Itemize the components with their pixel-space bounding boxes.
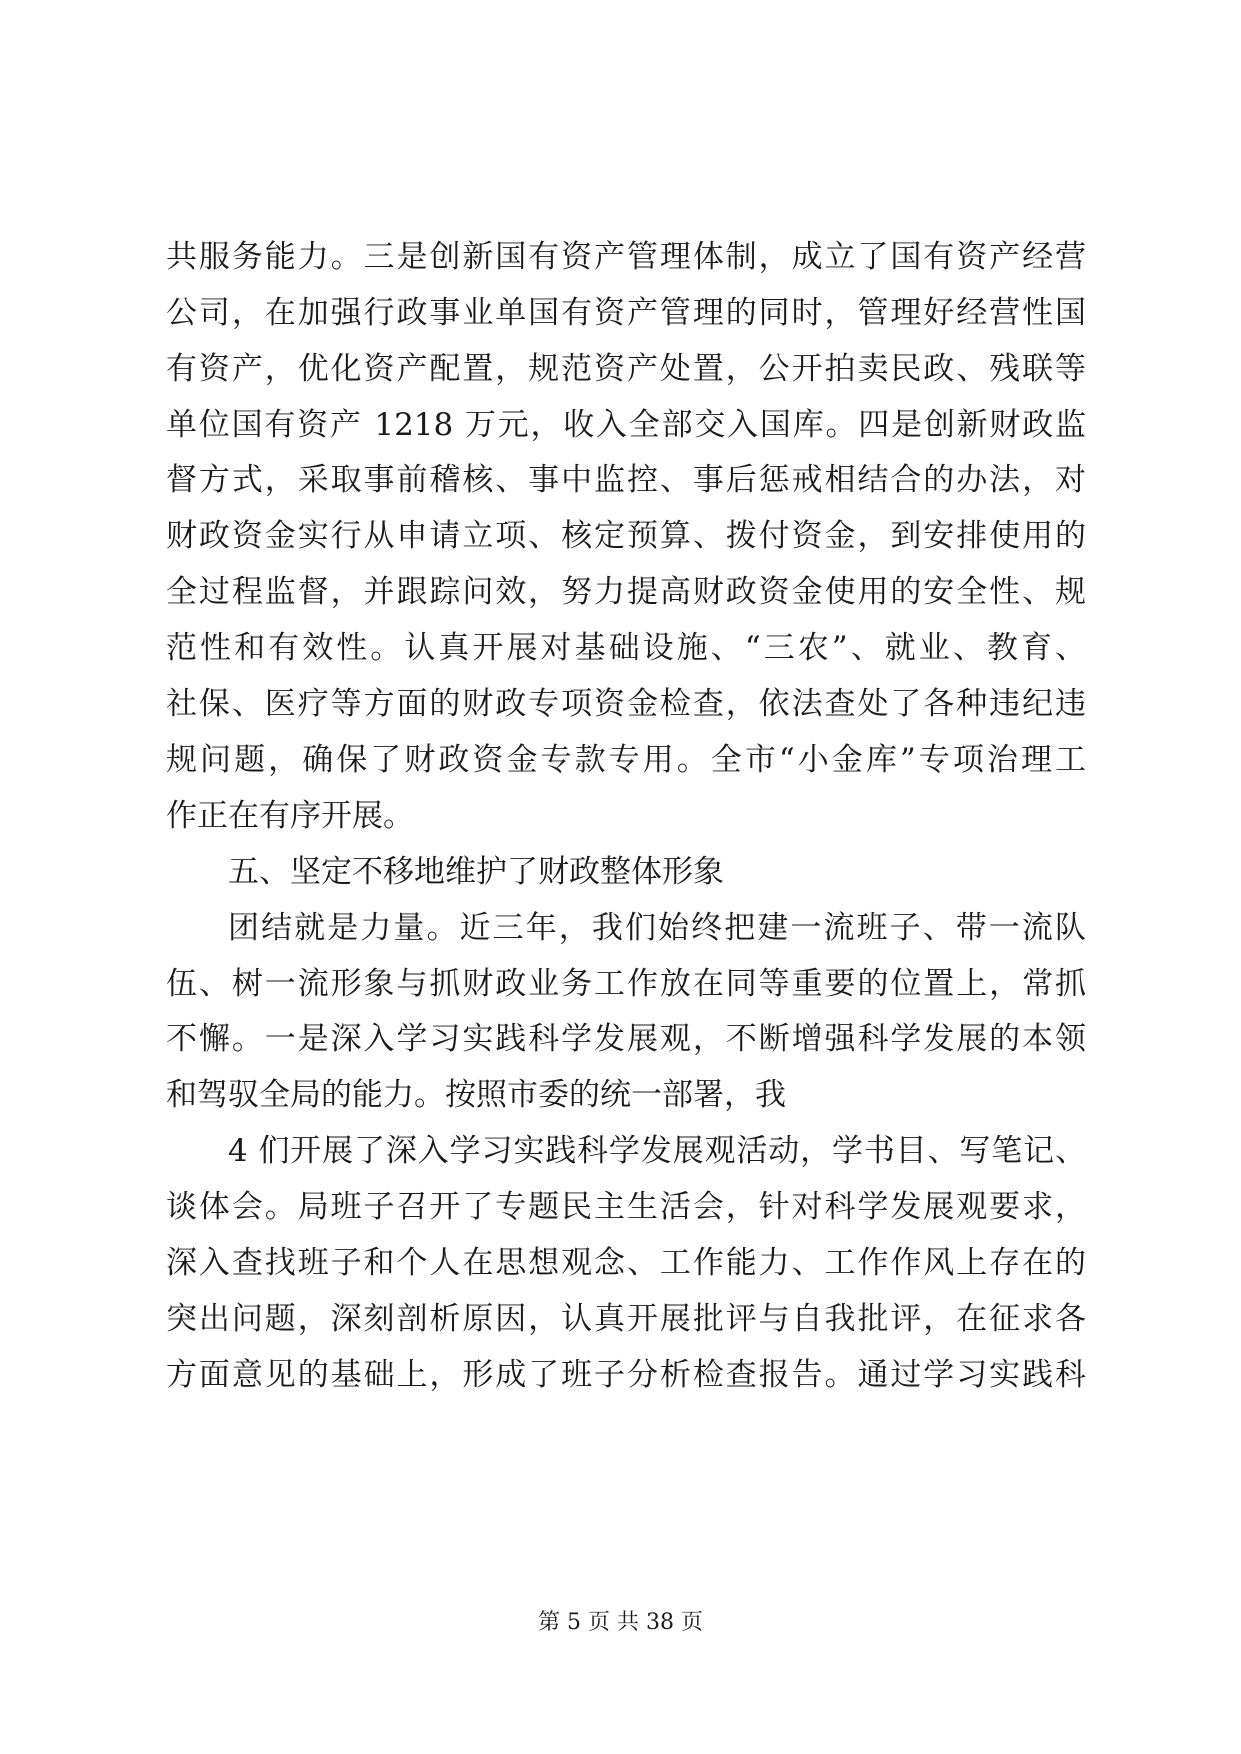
body-text-line: 深入查找班子和个人在思想观念、工作能力、工作作风上存在的 bbox=[166, 1245, 1086, 1281]
body-text-line: 团结就是力量。近三年，我们始终把建一流班子、带一流队 bbox=[228, 910, 1086, 946]
body-text-line: 全过程监督，并跟踪问效，努力提高财政资金使用的安全性、规 bbox=[166, 574, 1086, 610]
page-number-footer: 第 5 页 共 38 页 bbox=[538, 1610, 703, 1635]
body-text-line: 有资产，优化资产配置，规范资产处置，公开拍卖民政、残联等 bbox=[166, 351, 1086, 387]
body-text-line: 单位国有资产 1218 万元，收入全部交入国库。四是创新财政监 bbox=[166, 407, 1086, 443]
body-text-line: 督方式，采取事前稽核、事中监控、事后惩戒相结合的办法，对 bbox=[166, 462, 1086, 498]
body-text-line: 范性和有效性。认真开展对基础设施、“三农”、就业、教育、 bbox=[166, 630, 1086, 666]
body-text-line: 伍、树一流形象与抓财政业务工作放在同等重要的位置上，常抓 bbox=[166, 966, 1086, 1002]
body-text-line: 和驾驭全局的能力。按照市委的统一部署，我 bbox=[166, 1077, 786, 1113]
body-text-line: 公司，在加强行政事业单国有资产管理的同时，管理好经营性国 bbox=[166, 295, 1086, 331]
body-text-line: 方面意见的基础上，形成了班子分析检查报告。通过学习实践科 bbox=[166, 1357, 1086, 1393]
body-text-line: 不懈。一是深入学习实践科学发展观，不断增强科学发展的本领 bbox=[166, 1021, 1086, 1057]
body-text-line: 4 们开展了深入学习实践科学发展观活动，学书目、写笔记、 bbox=[228, 1133, 1086, 1169]
body-text-line: 谈体会。局班子召开了专题民主生活会，针对科学发展观要求， bbox=[166, 1189, 1086, 1225]
body-text-line: 规问题，确保了财政资金专款专用。全市“小金库”专项治理工 bbox=[166, 742, 1086, 778]
body-text-line: 社保、医疗等方面的财政专项资金检查，依法查处了各种违纪违 bbox=[166, 686, 1086, 722]
section-heading: 五、坚定不移地维护了财政整体形象 bbox=[228, 854, 724, 890]
body-text-line: 作正在有序开展。 bbox=[166, 798, 414, 834]
body-text-line: 共服务能力。三是创新国有资产管理体制，成立了国有资产经营 bbox=[166, 239, 1086, 275]
body-text-line: 突出问题，深刻剖析原因，认真开展批评与自我批评，在征求各 bbox=[166, 1301, 1086, 1337]
body-text-line: 财政资金实行从申请立项、核定预算、拨付资金，到安排使用的 bbox=[166, 518, 1086, 554]
